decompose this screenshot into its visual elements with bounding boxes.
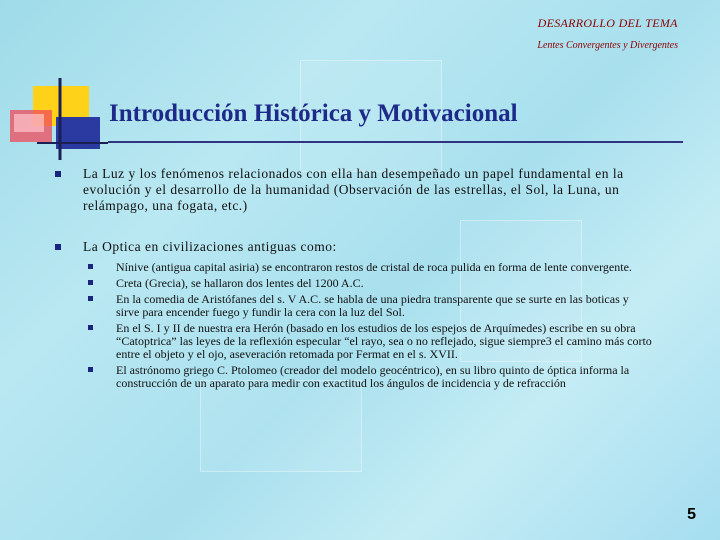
header-topic: DESARROLLO DEL TEMA — [537, 16, 678, 30]
slide-header — [537, 16, 678, 51]
bullet-list — [55, 166, 655, 393]
square-bullet-icon — [55, 171, 61, 177]
sub-bullet-item — [113, 293, 655, 319]
bullet-text: La Optica en civilizaciones antiguas como: — [83, 239, 337, 254]
bullet-text: La Luz y los fenómenos relacionados con ella han desempeñado un papel fundamental en la evolución y el desarrollo de la humanidad (Observación de las estrellas, el Sol, la Luna, un relámpago, una fogata, etc.) — [83, 166, 624, 213]
sub-bullet-text: Nínive (antigua capital asiria) se encontraron restos de cristal de roca pulida en forma de lente convergente. — [116, 260, 632, 274]
square-bullet-icon — [88, 325, 93, 330]
page-number: 5 — [687, 506, 696, 523]
sub-bullet-text: En el S. I y II de nuestra era Herón (basado en los estudios de los espejos de Arquímedes) escribe en su obra “Catoptrica” las leyes de la reflexión especular “el rayo, sea o no reflejado, sigue siempre3 el camino más corto entre el objeto y el ojo, aseveración retomada por Fermat en el s. XVII. — [116, 321, 652, 361]
logo-red-highlight — [14, 114, 44, 132]
sub-bullet-text: En la comedia de Aristófanes del s. V A.C. se habla de una piedra transparente que se surte en las boticas y sirve para encender fuego y fundir la cera con la luz del Sol. — [116, 292, 629, 319]
decorative-logo — [0, 0, 110, 165]
square-bullet-icon — [88, 280, 93, 285]
title-underline — [108, 141, 683, 143]
square-bullet-icon — [88, 264, 93, 269]
square-bullet-icon — [55, 244, 61, 250]
sub-bullet-text: El astrónomo griego C. Ptolomeo (creador del modelo geocéntrico), en su libro quinto de óptica informa la construcción de un aparato para medir con exactitud los ángulos de incidencia y de refracción — [116, 363, 630, 390]
sub-bullet-text: Creta (Grecia), se hallaron dos lentes del 1200 A.C. — [116, 276, 364, 290]
bullet-item — [55, 166, 655, 214]
sub-bullet-item — [113, 277, 655, 290]
square-bullet-icon — [88, 367, 93, 372]
square-bullet-icon — [88, 296, 93, 301]
slide-title: Introducción Histórica y Motivacional — [109, 100, 518, 127]
bullet-item — [55, 239, 655, 390]
sub-bullet-list — [83, 261, 655, 390]
sub-bullet-item — [113, 322, 655, 361]
sub-bullet-item — [113, 364, 655, 390]
header-subtopic: Lentes Convergentes y Divergentes — [537, 40, 678, 51]
background-panel — [200, 380, 362, 472]
logo-blue-square — [56, 117, 100, 149]
sub-bullet-item — [113, 261, 655, 274]
